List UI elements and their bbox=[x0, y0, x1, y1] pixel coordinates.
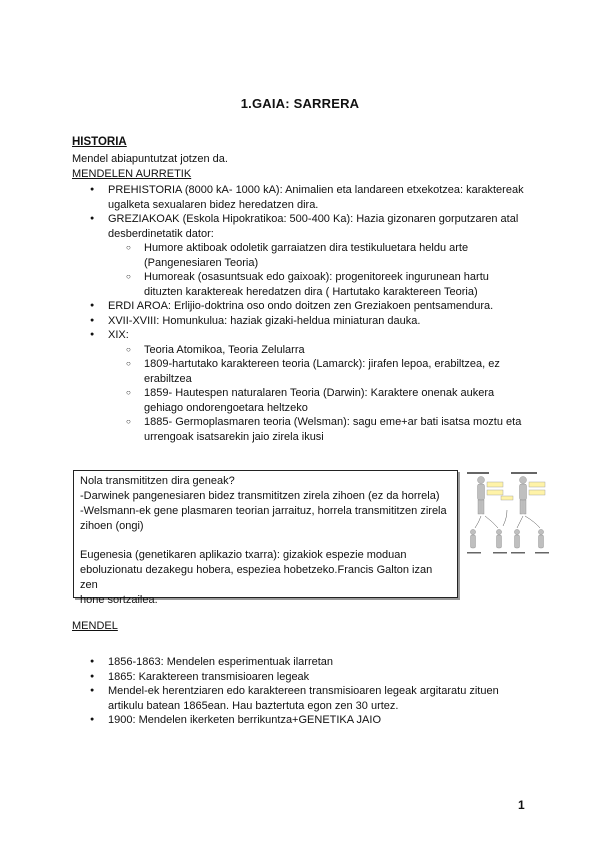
inheritance-theories-figure bbox=[465, 470, 551, 562]
historia-heading: HISTORIA bbox=[72, 136, 127, 148]
sublist-item: ○ 1885- Germoplasmaren teoria (Welsman): sagu eme+ar bati isatsa moztu eta urrengoak isatsarekin jaio zirela ikusi bbox=[126, 415, 530, 444]
list-item-greziakoak bbox=[90, 212, 530, 299]
list-item-text: ERDI AROA: Erlijio-doktrina oso ondo doitzen zen Greziakoen pentsamendura. bbox=[108, 300, 494, 312]
box-paragraph-genes bbox=[74, 474, 457, 534]
xix-sublist bbox=[126, 343, 530, 445]
box-paragraph-eugenesia bbox=[74, 548, 457, 608]
list-item-text: XVII-XVIII: Homunkulua: haziak gizaki-heldua miniaturan dauka. bbox=[108, 314, 421, 327]
page-title: 1.GAIA: SARRERA bbox=[240, 96, 360, 111]
sublist-item: ○ Humoreak (osasuntsuak edo gaixoak): progenitoreek ingurunean hartu dituzten karaktereak heredatzen dira ( Hartutako karaktereen Teoria) bbox=[126, 270, 530, 299]
list-item-erdi-aroa bbox=[90, 299, 530, 314]
list-item-xvii-xviii bbox=[90, 314, 530, 329]
list-item: ● Mendel-ek herentziaren edo karaktereen transmisioaren legeak argitaratu zituen artikulu batean 1865ean. Hau baztertuta egon zen 30 urtez. bbox=[90, 684, 530, 713]
mendel-heading: MENDEL bbox=[72, 620, 118, 632]
greziakoak-sublist bbox=[126, 241, 530, 299]
box-line: -Darwinek pangenesiaren bidez transmititzen zirela zihoen (ez da horrela) bbox=[80, 490, 440, 502]
genes-transmission-box bbox=[73, 470, 458, 606]
list-item-text: PREHISTORIA (8000 kA- 1000 kA): Animalien eta landareen etxekotzea: karaktereak ugalketa sexualaren bidez heredatzen dira. bbox=[108, 184, 524, 211]
list-item-text: XIX: bbox=[108, 329, 129, 341]
sublist-item: ○ Teoria Atomikoa, Teoria Zelularra bbox=[126, 343, 530, 358]
list-item-prehistoria bbox=[90, 183, 530, 212]
sublist-item: ○ 1859- Hautespen naturalaren Teoria (Darwin): Karaktere onenak aukera gehiago ondorengoetara heltzeko bbox=[126, 386, 530, 415]
box-line: -Welsmann-ek gene plasmaren teorian jarraituz, horrela transmititzen zirela bbox=[80, 505, 447, 517]
sublist-item: ○ Humore aktiboak odoletik garraiatzen dira testikuluetara heldu arte (Pangenesiaren Teoria) bbox=[126, 241, 530, 270]
sublist-item: ○ 1809-hartutako karaktereen teoria (Lamarck): jirafen lepoa, erabiltzea, ez erabiltzea bbox=[126, 357, 530, 386]
list-item: ● 1865: Karaktereen transmisioaren legeak bbox=[90, 670, 530, 685]
mendel-list bbox=[90, 655, 530, 728]
page-number: 1 bbox=[518, 798, 525, 812]
mendelen-aurretik-heading: MENDELEN AURRETIK bbox=[72, 168, 192, 180]
list-item: ● 1900: Mendelen ikerketen berrikuntza+GENETIKA JAIO bbox=[90, 713, 530, 728]
historia-list bbox=[90, 183, 530, 444]
list-item-text: GREZIAKOAK (Eskola Hipokratikoa: 500-400 Ka): Hazia gizonaren gorputzaren atal desberdinetatik dator: bbox=[108, 213, 519, 240]
box-line: zihoen (ongi) bbox=[80, 520, 144, 532]
historia-intro: Mendel abiapuntutzat jotzen da. bbox=[72, 153, 228, 165]
list-item: ● 1856-1863: Mendelen esperimentuak ilarretan bbox=[90, 655, 530, 670]
box-line: Nola transmititzen dira geneak? bbox=[80, 475, 235, 487]
box-line: eboluzionatu dezakegu hobera, espeziea hobetzeko.Francis Galton izan zen bbox=[80, 564, 433, 591]
box-line: Eugenesia (genetikaren aplikazio txarra): gizakiok espezie moduan bbox=[80, 549, 407, 561]
list-item-xix bbox=[90, 328, 530, 444]
box-line: hone sortzailea. bbox=[80, 594, 158, 606]
